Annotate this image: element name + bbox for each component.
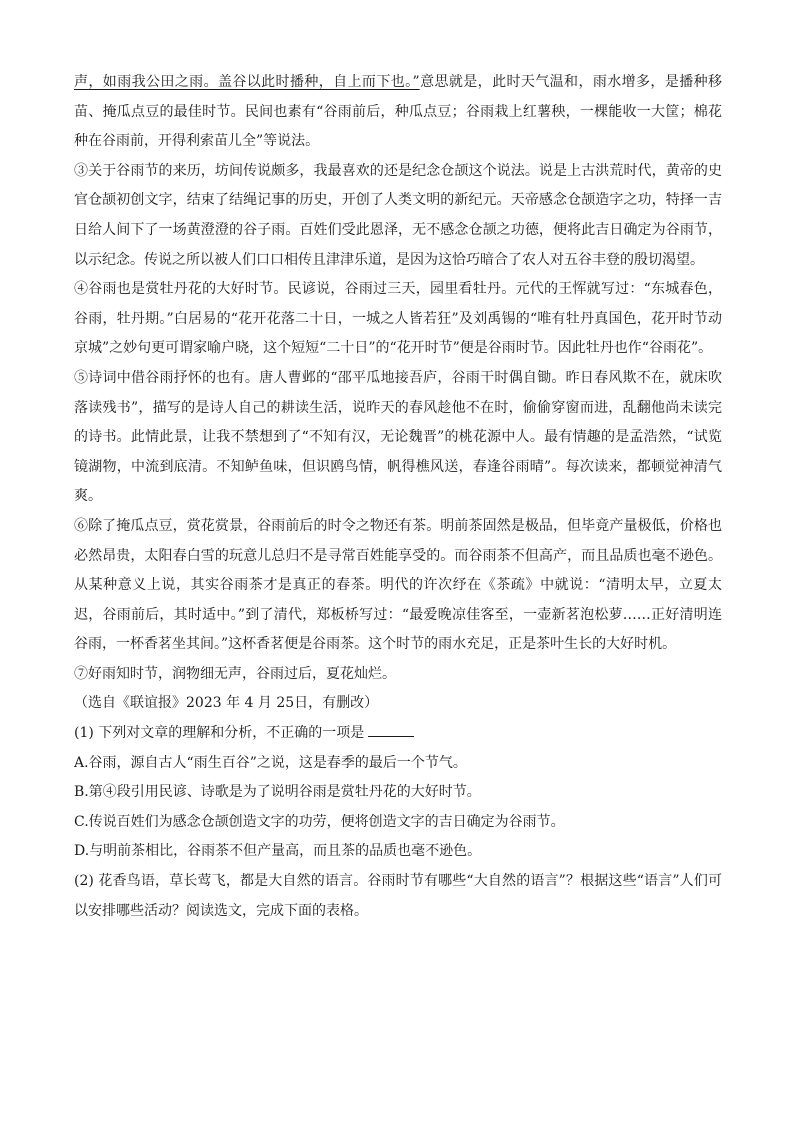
paragraph-3: ③关于谷雨节的来历，坊间传说颇多，我最喜欢的还是纪念仓颉这个说法。说是上古洪荒时代，黄帝的史官仓颉初创文字，结束了结绳记事的历史，开创了人类文明的新纪元。天帝感念仓颉造字之功，特择一吉日给人间下了一场黄澄澄的谷子雨。百姓们受此恩泽，无不感念仓颉之功德，便将此吉日确定为谷雨节，以示纪念。传说之所以被人们口口相传且津津乐道，是因为这恰巧暗合了农人对五谷丰登的殷切渴望。 <box>74 162 722 268</box>
paragraph-5: ⑤诗词中借谷雨抒怀的也有。唐人曹邺的“邵平瓜地接吾庐，谷雨干时偶自锄。昨日春风欺不在，就床吹落读残书”，描写的是诗人自己的耕读生活，说昨天的春风趁他不在时，偷偷穿窗而进，乱翻他尚未读完的诗书。此情此景，让我不禁想到了“不知有汉，无论魏晋”的桃花源中人。最有情趣的是孟浩然，“试览镜湖物，中流到底清。不知鲈鱼味，但识鸥鸟情，帆得樵风送，春逢谷雨晴”。每次读来，都顿觉神清气爽。 <box>74 369 722 505</box>
question-1-text: (1) 下列对文章的理解和分析，不正确的一项是 <box>74 725 365 742</box>
document-page <box>74 68 722 926</box>
source-citation: （选自《联谊报》2023 年 4 月 25日，有删改） <box>74 695 379 712</box>
option-c: C.传说百姓们为感念仓颉创造文字的功劳，便将创造文字的吉日确定为谷雨节。 <box>74 813 565 830</box>
paragraph-6: ⑥除了掩瓜点豆，赏花赏景，谷雨前后的时令之物还有茶。明前茶固然是极品，但毕竟产量极低，价格也必然昂贵，太阳春白雪的玩意儿总归不是寻常百姓能享受的。而谷雨茶不但高产，而且品质也毫不逊色。从某种意义上说，其实谷雨茶才是真正的春茶。明代的许次纾在《茶疏》中就说：“清明太早，立夏太迟，谷雨前后，其时适中。”到了清代，郑板桥写过：“最爱晚凉佳客至，一壶新茗泡松萝……正好清明连谷雨，一杯香茗坐其间。”这杯香茗便是谷雨茶。这个时节的雨水充足，正是茶叶生长的大好时机。 <box>74 517 722 653</box>
answer-blank[interactable] <box>368 724 414 737</box>
question-2: (2) 花香鸟语，草长莺飞，都是大自然的语言。谷雨时节有哪些“大自然的语言”？根据这些“语言”人们可以安排哪些活动？阅读选文，完成下面的表格。 <box>74 873 722 919</box>
paragraph-continued <box>74 68 722 157</box>
underlined-quote: 声，如雨我公田之雨。盖谷以此时播种，自上而下也。” <box>74 74 420 90</box>
paragraph-text: 意思就是，此时天气温和，雨水增多，是播种移苗、掩瓜点豆的最佳时节。民间也素有“谷雨前后，种瓜点豆；谷雨栽上红薯秧，一棵能收一大筐；棉花种在谷雨前，开得利索苗儿全”等说法。 <box>74 74 723 150</box>
paragraph-7: ⑦好雨知时节，润物细无声，谷雨过后，夏花灿烂。 <box>74 665 396 682</box>
paragraph-4: ④谷雨也是赏牡丹花的大好时节。民谚说，谷雨过三天，园里看牡丹。元代的王恽就写过：“东城春色，谷雨，牡丹期。”白居易的“花开花落二十日，一城之人皆若狂”及刘禹锡的“唯有牡丹真国色，花开时节动京城”之妙句更可谓家喻户晓，这个短短“二十日”的“花开时节”便是谷雨时节。因此牡丹也作“谷雨花”。 <box>74 281 722 357</box>
option-a: A.谷雨，源自古人“雨生百谷”之说，这是春季的最后一个节气。 <box>74 754 467 771</box>
option-d: D.与明前茶相比，谷雨茶不但产量高，而且茶的品质也毫不逊色。 <box>74 843 482 860</box>
option-b: B.第④段引用民谚、诗歌是为了说明谷雨是赏牡丹花的大好时节。 <box>74 784 481 801</box>
question-1 <box>74 719 722 749</box>
